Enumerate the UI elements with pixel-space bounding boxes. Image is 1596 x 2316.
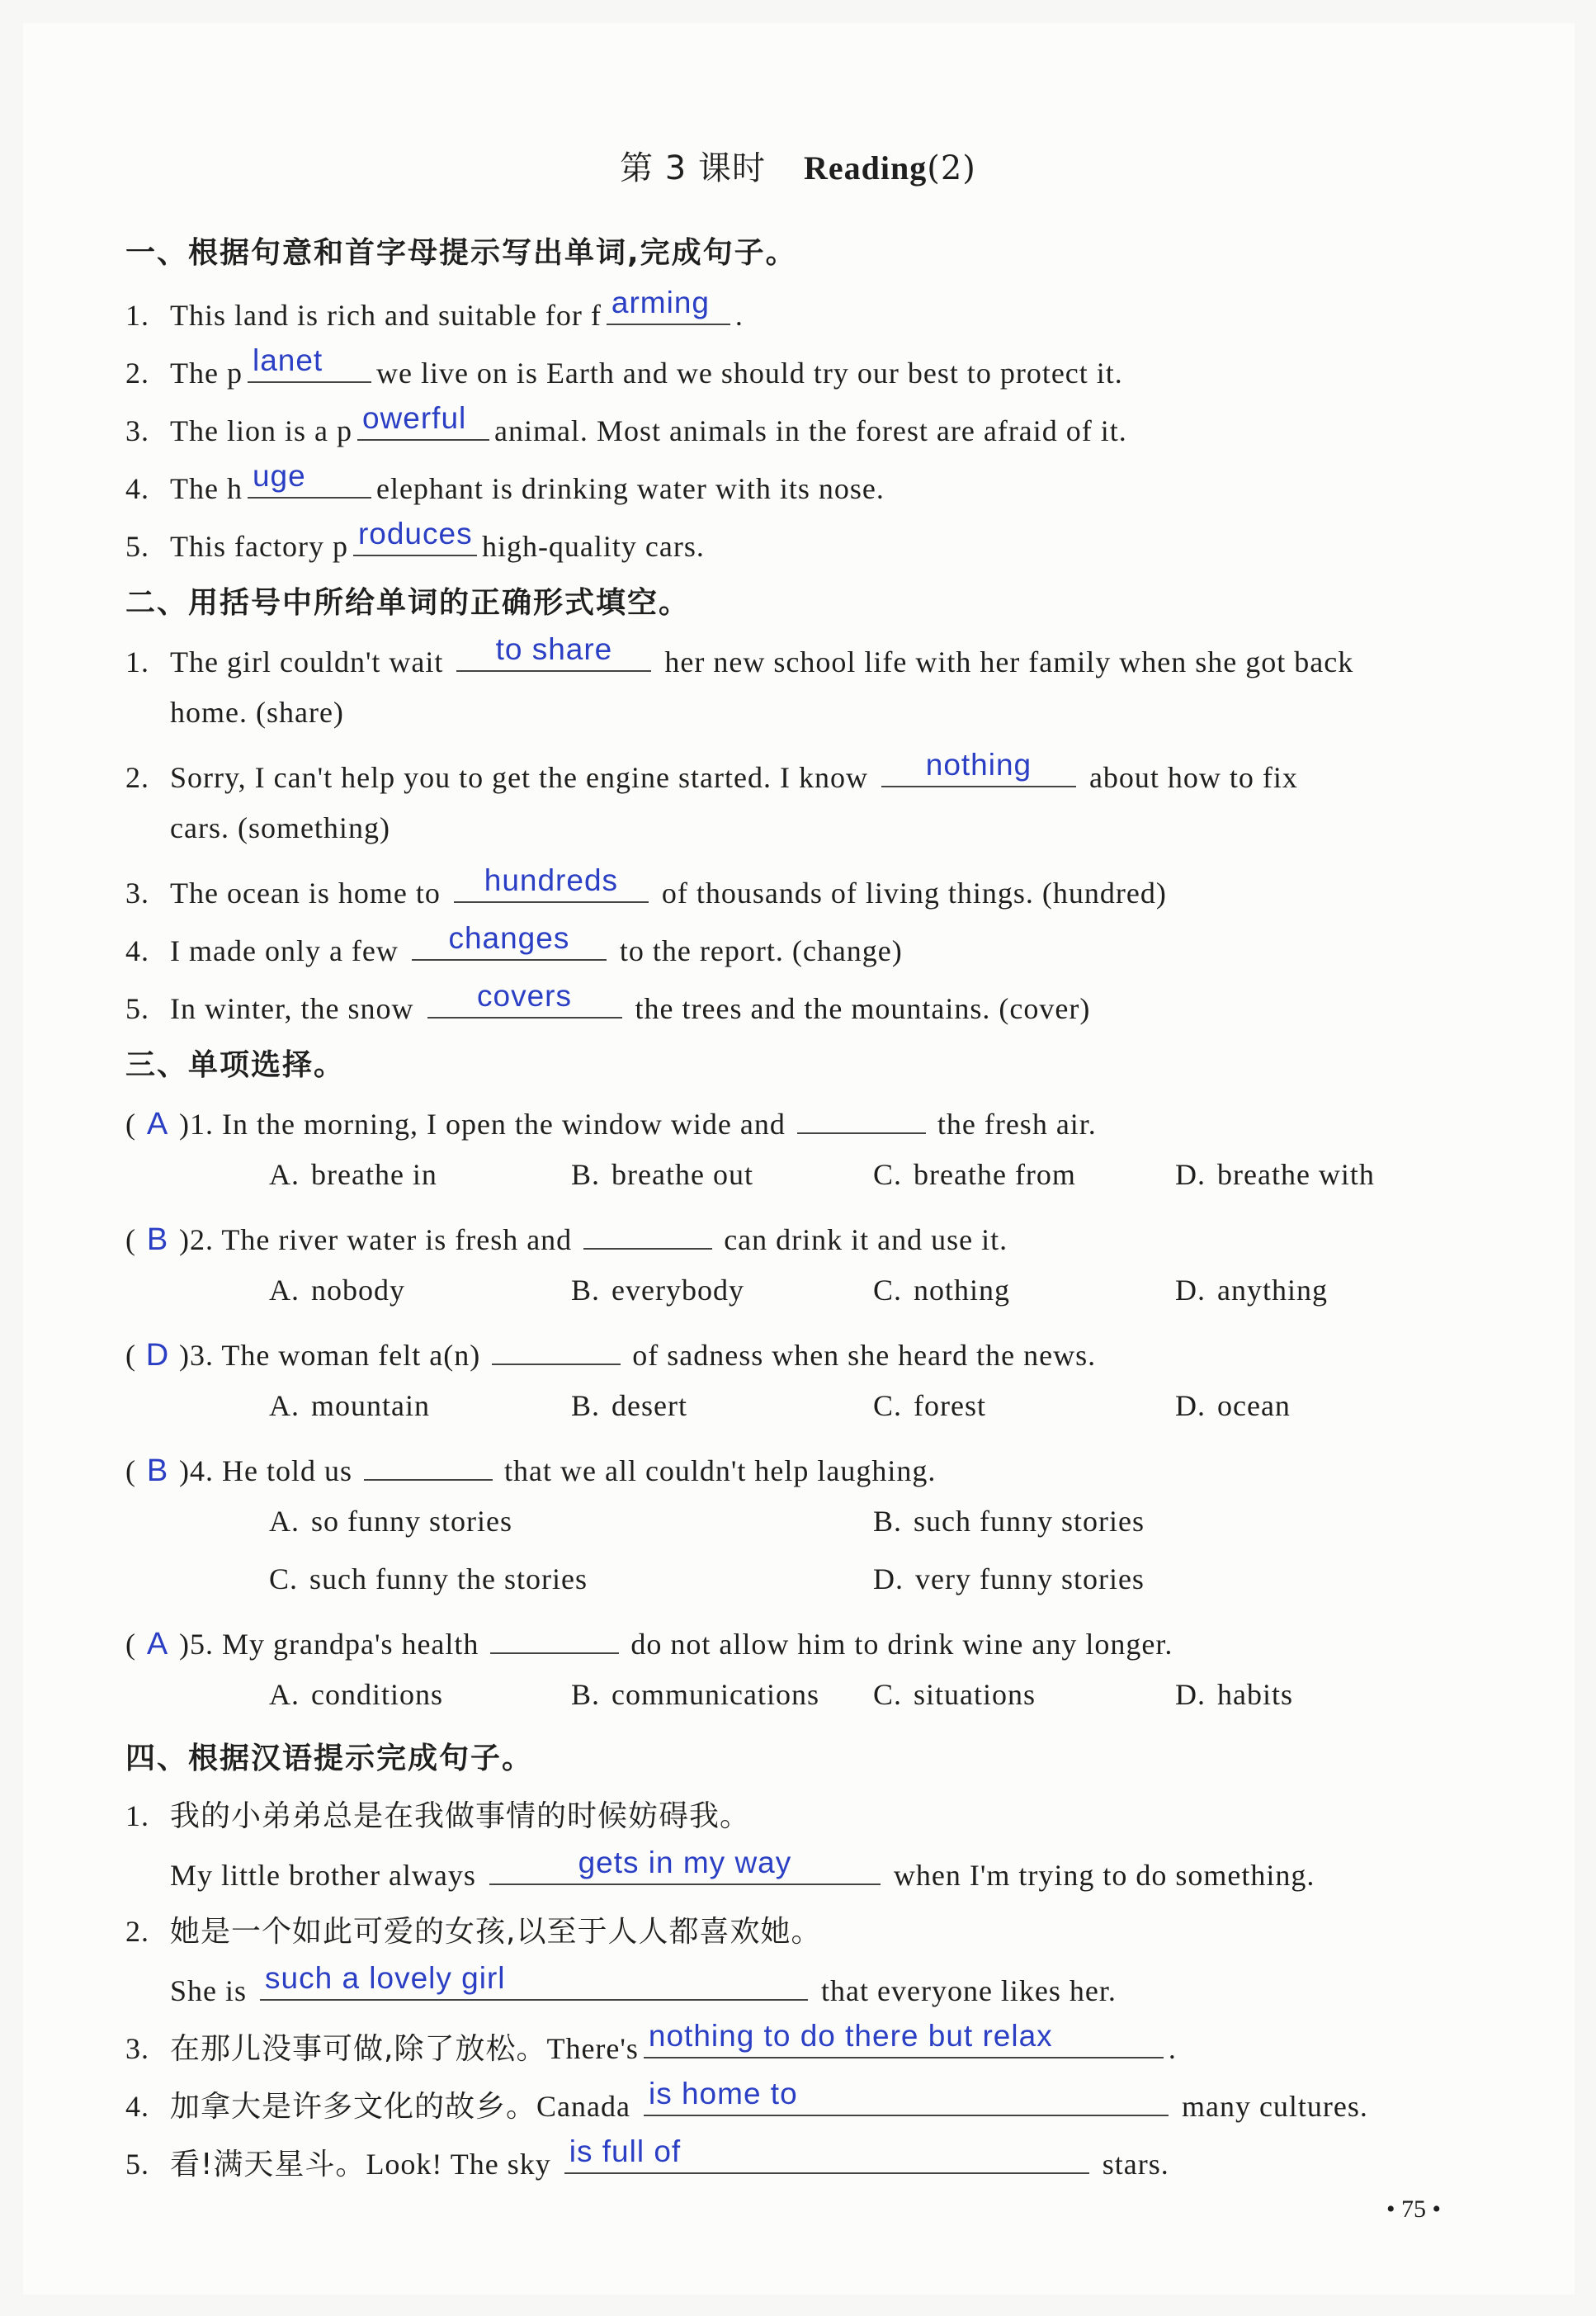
part2-item-4: 4. I made only a few changes to the report. (change) <box>125 921 903 967</box>
option: D. anything <box>1175 1274 1328 1307</box>
answer-text: covers <box>477 979 572 1013</box>
option: D. very funny stories <box>873 1562 1145 1595</box>
answer-text: roduces <box>357 517 473 551</box>
answer-text: hundreds <box>484 863 619 897</box>
page-title: 第 3 课时 Reading(2) <box>620 149 976 187</box>
part2-item-2: 2. Sorry, I can't help you to get the engine started. I know nothing about how to fix <box>125 748 1298 794</box>
answer-text: lanet <box>252 343 323 377</box>
part3-question-3: ( D )3. The woman felt a(n) of sadness when she heard the news. <box>125 1331 1096 1373</box>
answer-text: to share <box>495 632 613 666</box>
answer-text: nothing <box>925 748 1032 782</box>
answer-text: arming <box>611 286 710 319</box>
answer-choice: B <box>146 1453 169 1488</box>
part4-item-3: 3. 在那儿没事可做,除了放松。There's nothing to do there but relax . <box>125 2019 1177 2066</box>
answer-text: such a lovely girl <box>265 1961 506 1995</box>
option: A. breathe in <box>269 1158 437 1191</box>
option: D. habits <box>1175 1678 1293 1711</box>
section-3-heading: 三、单项选择。 <box>125 1048 346 1082</box>
part4-item-4: 4. 加拿大是许多文化的故乡。Canada is home to many cultures. <box>125 2077 1368 2124</box>
answer-text: gets in my way <box>578 1846 792 1879</box>
answer-text: changes <box>448 921 570 955</box>
answer-text: nothing to do there but relax <box>648 2019 1053 2053</box>
part2-item-1: 1. The girl couldn't wait to share her new school life with her family when she got back <box>125 632 1354 678</box>
option: C. nothing <box>873 1274 1011 1307</box>
option: C. situations <box>873 1678 1036 1711</box>
option: D. breathe with <box>1175 1158 1375 1191</box>
part1-item-3: 3. The lion is a p owerful animal. Most animals in the forest are afraid of it. <box>125 401 1127 447</box>
option: B. such funny stories <box>873 1505 1145 1538</box>
part2-item-2-cont: cars. (something) <box>170 811 390 844</box>
section-1-heading: 一、根据句意和首字母提示写出单词,完成句子。 <box>125 236 797 270</box>
option: B. everybody <box>571 1274 744 1307</box>
answer-text: owerful <box>361 401 467 435</box>
part1-item-2: 2. The p lanet we live on is Earth and we should try our best to protect it. <box>125 343 1123 390</box>
section-2-heading: 二、用括号中所给单词的正确形式填空。 <box>125 586 691 620</box>
option: A. nobody <box>269 1274 405 1307</box>
part3-question-4: ( B )4. He told us that we all couldn't help laughing. <box>125 1446 936 1489</box>
answer-text: is home to <box>648 2077 798 2110</box>
part2-item-5: 5. In winter, the snow covers the trees and the mountains. (cover) <box>125 979 1091 1025</box>
option: A. mountain <box>269 1389 430 1422</box>
part3-question-2: ( B )2. The river water is fresh and can drink it and use it. <box>125 1215 1008 1258</box>
option: C. breathe from <box>873 1158 1076 1191</box>
answer-choice: D <box>145 1338 170 1373</box>
option: A. so funny stories <box>269 1505 512 1538</box>
part1-item-1: 1. This land is rich and suitable for f arming . <box>125 286 744 332</box>
part1-item-4: 4. The h uge elephant is drinking water with its nose. <box>125 459 885 505</box>
part2-item-3: 3. The ocean is home to hundreds of thousands of living things. (hundred) <box>125 863 1167 910</box>
option: B. communications <box>571 1678 819 1711</box>
part3-question-1: ( A )1. In the morning, I open the window wide and the fresh air. <box>125 1099 1097 1142</box>
part3-question-5: ( A )5. My grandpa's health do not allow him to drink wine any longer. <box>125 1619 1173 1662</box>
option: B. breathe out <box>571 1158 753 1191</box>
answer-choice: A <box>146 1107 169 1141</box>
option: D. ocean <box>1175 1389 1291 1422</box>
answer-choice: A <box>146 1627 169 1661</box>
option: A. conditions <box>269 1678 443 1711</box>
answer-text: is full of <box>569 2134 682 2168</box>
option: C. forest <box>873 1389 986 1422</box>
answer-choice: B <box>146 1222 169 1257</box>
part4-item-1-chinese: 1. 我的小弟弟总是在我做事情的时候妨碍我。 <box>125 1799 751 1833</box>
part2-item-1-cont: home. (share) <box>170 696 344 729</box>
page-number: • 75 • <box>1386 2195 1442 2223</box>
section-4-heading: 四、根据汉语提示完成句子。 <box>125 1742 534 1775</box>
answer-text: uge <box>252 459 306 493</box>
part1-item-5: 5. This factory p roduces high-quality cars. <box>125 517 705 563</box>
option: C. such funny the stories <box>269 1562 588 1595</box>
option: B. desert <box>571 1389 687 1422</box>
part4-item-2: She is such a lovely girl that everyone likes her. <box>170 1961 1117 2007</box>
part4-item-5: 5. 看!满天星斗。Look! The sky is full of stars. <box>125 2134 1169 2181</box>
part4-item-1: My little brother always gets in my way when I'm trying to do something. <box>170 1846 1315 1892</box>
part4-item-2-chinese: 2. 她是一个如此可爱的女孩,以至于人人都喜欢她。 <box>125 1915 822 1949</box>
